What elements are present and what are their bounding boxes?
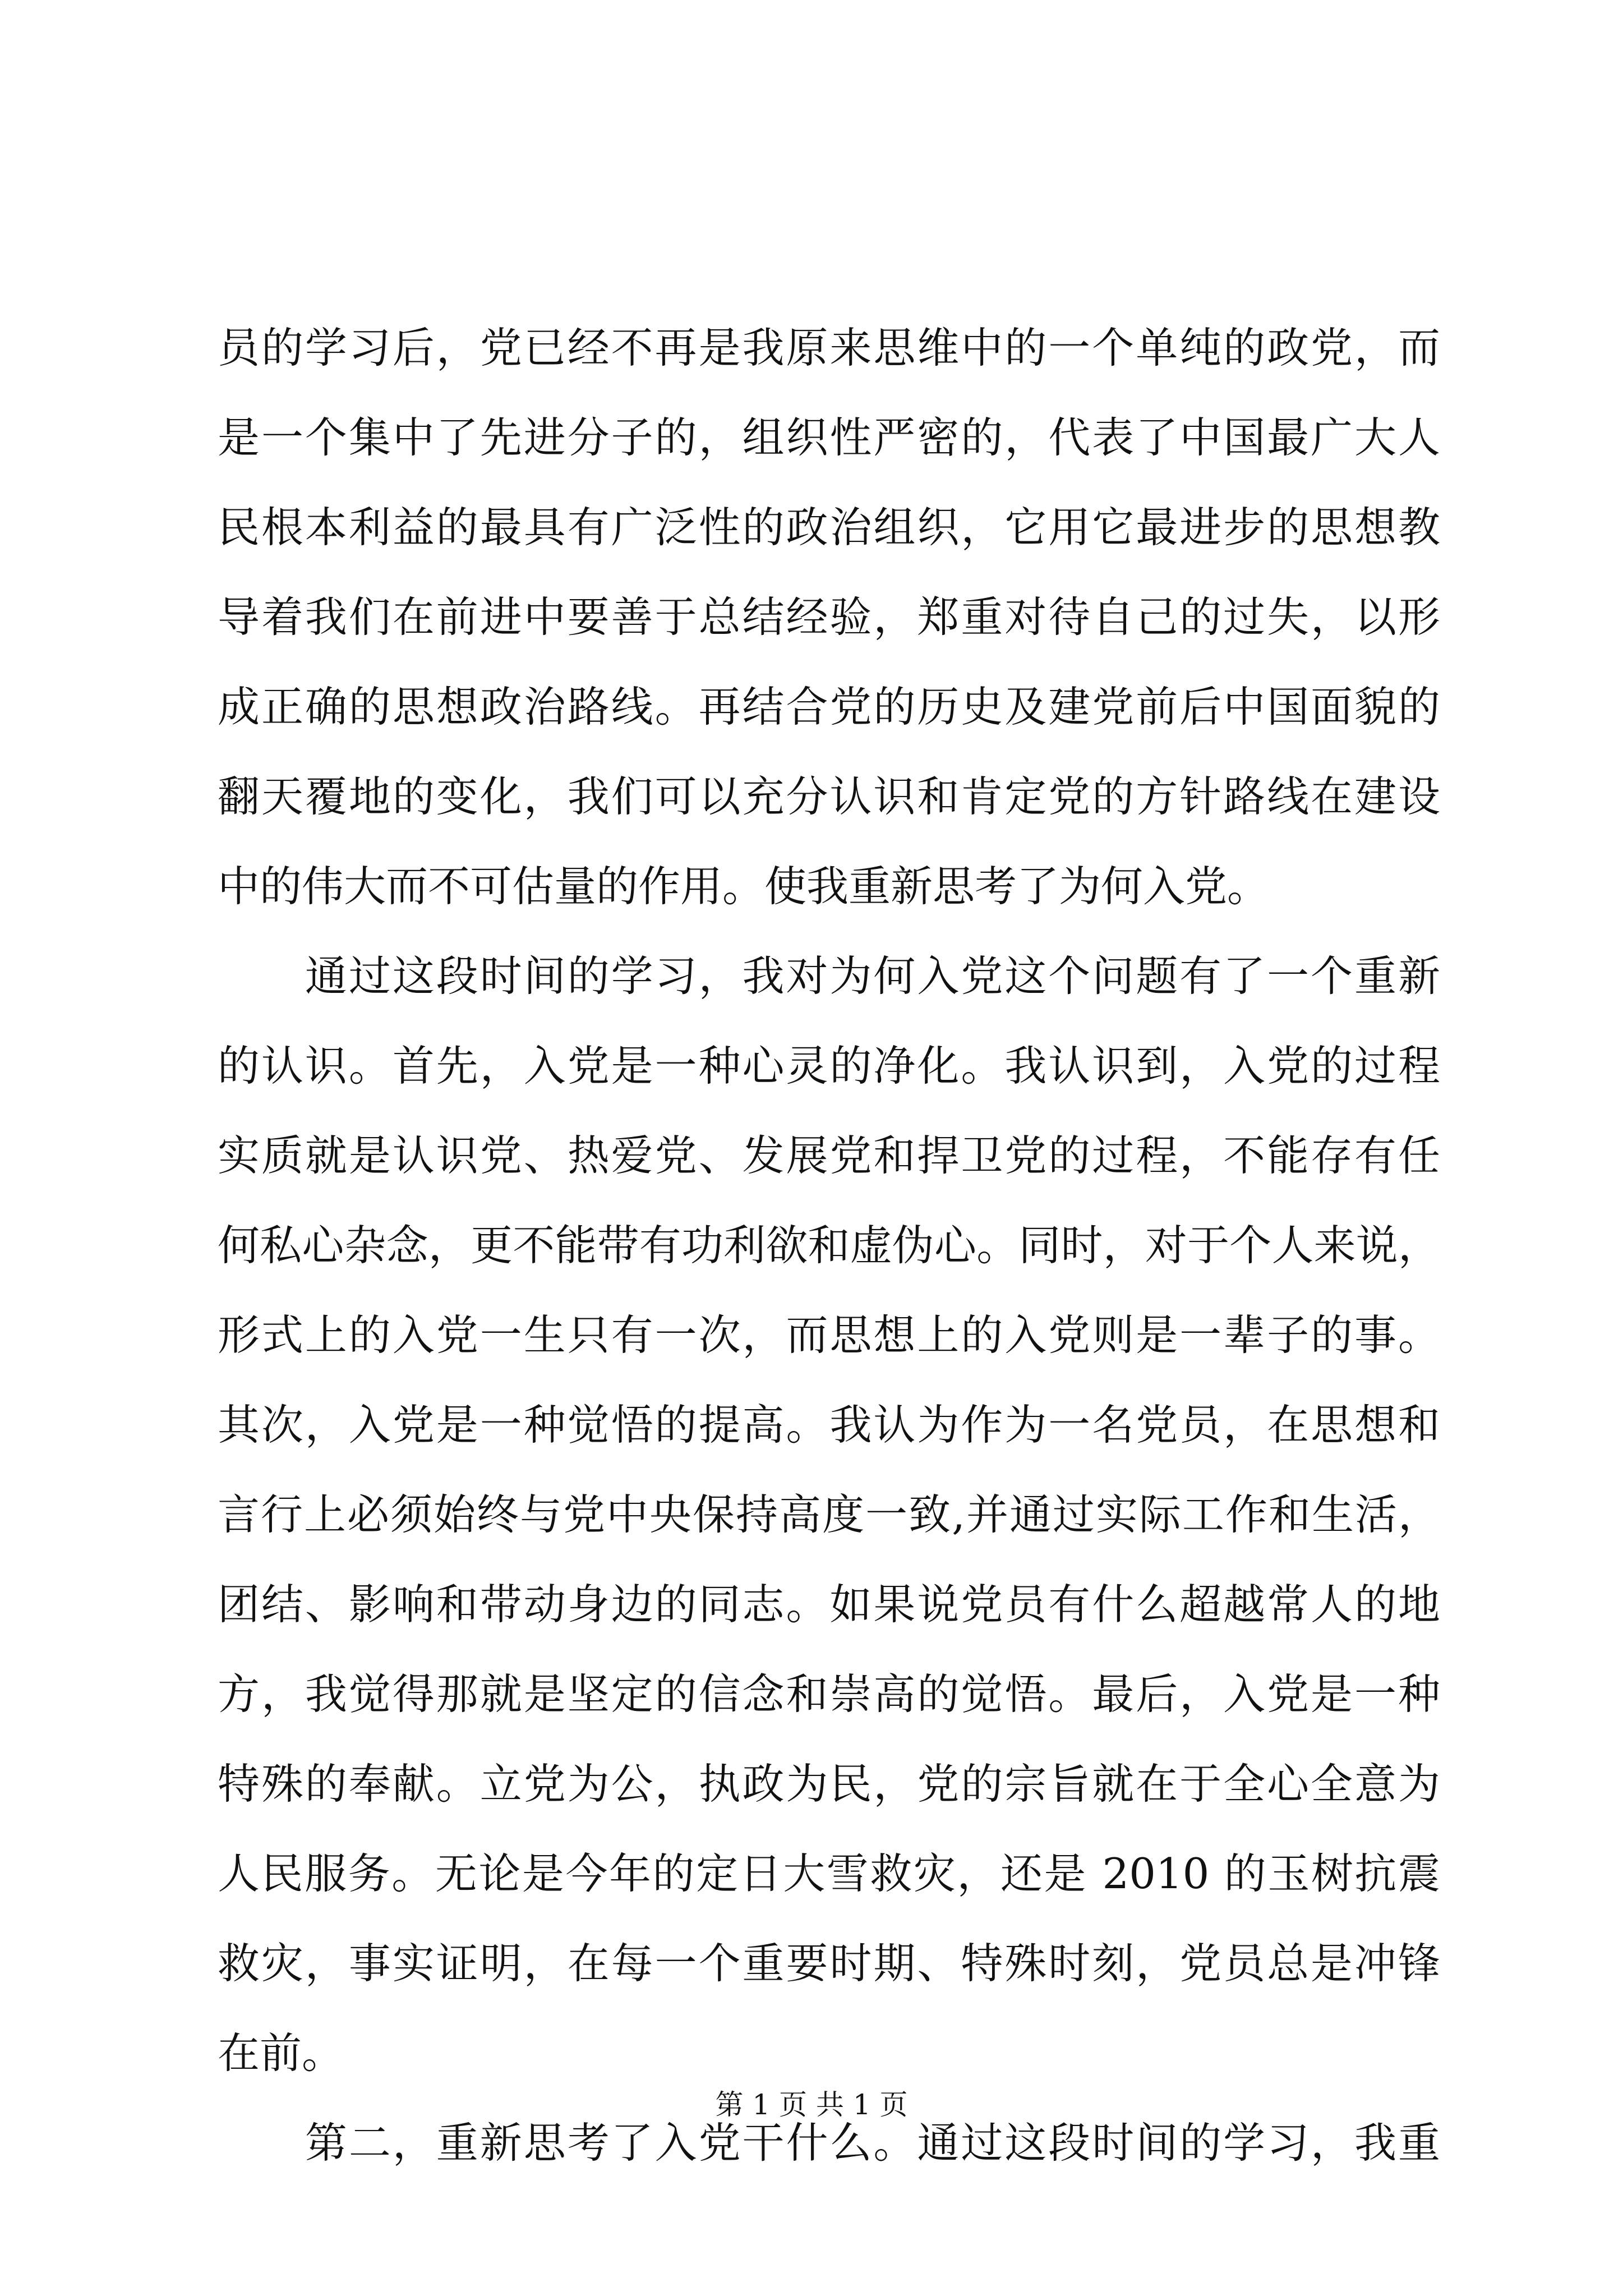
text-line: 方，我觉得那就是坚定的信念和崇高的觉悟。最后，入党是一种 (218, 1669, 1440, 1719)
text-line: 其次，入党是一种觉悟的提高。我认为作为一名党员，在思想和 (218, 1400, 1440, 1450)
text-line: 何私心杂念，更不能带有功利欲和虚伪心。同时，对于个人来说， (218, 1221, 1440, 1270)
text-line: 的认识。首先，入党是一种心灵的净化。我认识到，入党的过程 (218, 1041, 1440, 1091)
text-line: 导着我们在前进中要善于总结经验，郑重对待自己的过失，以形 (218, 592, 1440, 642)
text-line: 救灾，事实证明，在每一个重要时期、特殊时刻，党员总是冲锋 (218, 1939, 1440, 1988)
text-line: 团结、影响和带动身边的同志。如果说党员有什么超越常人的地 (218, 1580, 1440, 1629)
text-line: 形式上的入党一生只有一次，而思想上的入党则是一辈子的事。 (218, 1310, 1440, 1360)
text-line: 中的伟大而不可估量的作用。使我重新思考了为何入党。 (218, 862, 1270, 911)
document-body (218, 303, 1440, 2188)
text-line: 成正确的思想政治路线。再结合党的历史及建党前后中国面貌的 (218, 682, 1440, 731)
text-line: 员的学习后，党已经不再是我原来思维中的一个单纯的政党，而 (218, 323, 1440, 372)
text-line: 通过这段时间的学习，我对为何入党这个问题有了一个重新 (218, 951, 1440, 1001)
text-line: 言行上必须始终与党中央保持高度一致,并通过实际工作和生活， (218, 1490, 1440, 1539)
text-line: 实质就是认识党、热爱党、发展党和捍卫党的过程，不能存有任 (218, 1131, 1440, 1180)
text-line: 翻天覆地的变化，我们可以充分认识和肯定党的方针路线在建设 (218, 772, 1440, 821)
text-line: 特殊的奉献。立党为公，执政为民，党的宗旨就在于全心全意为 (218, 1759, 1440, 1809)
text-line: 人民服务。无论是今年的定日大雪救灾，还是 2010 的玉树抗震 (218, 1849, 1440, 1898)
page-number-footer: 第 1 页 共 1 页 (715, 2088, 908, 2121)
text-line: 民根本利益的最具有广泛性的政治组织，它用它最进步的思想教 (218, 503, 1440, 552)
text-line: 在前。 (218, 2028, 344, 2078)
text-line: 是一个集中了先进分子的，组织性严密的，代表了中国最广大人 (218, 413, 1440, 462)
text-line: 第二，重新思考了入党干什么。通过这段时间的学习，我重 (218, 2118, 1440, 2168)
